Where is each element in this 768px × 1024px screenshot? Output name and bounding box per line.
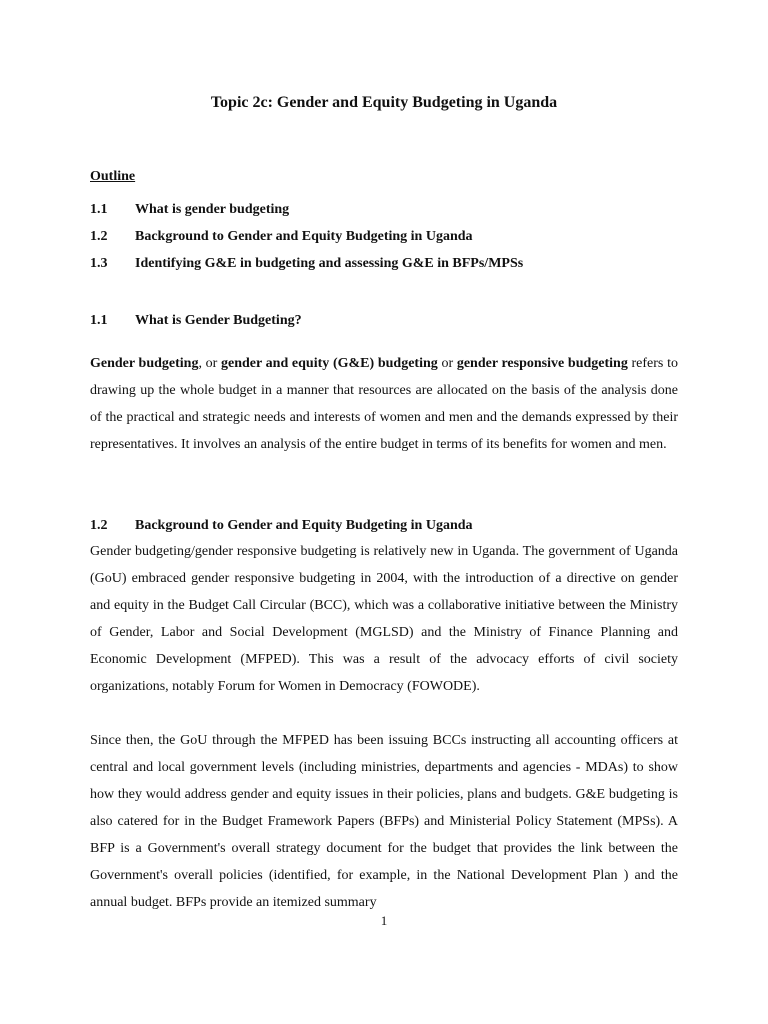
outline-item-text: Background to Gender and Equity Budgeting in Uganda <box>135 229 473 244</box>
document-title: Topic 2c: Gender and Equity Budgeting in Uganda <box>210 94 558 111</box>
outline-item <box>90 200 523 227</box>
section-number: 1.1 <box>90 313 108 328</box>
outline-item <box>90 254 523 281</box>
background-paragraph-2: Since then, the GoU through the MFPED has been issuing BCCs instructing all accounting officers at central and local government levels (including ministries, departments and agencies - MDAs) to show how they would address gender and equity issues in their policies, plans and budgets. G&E budgeting is also catered for in the Budget Framework Papers (BFPs) and Ministerial Policy Statement (MPSs). A BFP is a Government's overall strategy document for the budget that provides the link between the Government's overall policies (identified, for example, in the National Development Plan ) and the annual budget. BFPs provide an itemized summary <box>90 733 678 910</box>
section-heading-1-1 <box>90 311 302 331</box>
section-title: What is Gender Budgeting? <box>135 313 302 328</box>
term-gender-equity-budgeting: gender and equity (G&E) budgeting <box>221 356 438 371</box>
outline-item-text: Identifying G&E in budgeting and assessing G&E in BFPs/MPSs <box>135 256 524 271</box>
separator-text: or <box>437 356 457 371</box>
outline-item-number: 1.3 <box>90 256 108 271</box>
outline-item-text: What is gender budgeting <box>135 202 290 217</box>
outline-list <box>90 200 523 281</box>
background-paragraph-1: Gender budgeting/gender responsive budgeting is relatively new in Uganda. The government of Uganda (GoU) embraced gender responsive budgeting in 2004, with the introduction of a directive on gender and equity in the Budget Call Circular (BCC), which was a collaborative initiative between the Ministry of Gender, Labor and Social Development (MGLSD) and the Ministry of Finance Planning and Economic Development (MFPED). This was a result of the advocacy efforts of civil society organizations, notably Forum for Women in Democracy (FOWODE). <box>90 544 678 694</box>
gender-budgeting-definition-paragraph <box>90 350 678 458</box>
section-number: 1.2 <box>90 518 108 533</box>
outline-item-number: 1.2 <box>90 229 108 244</box>
definition-text: refers to drawing up the whole budget in a manner that resources are allocated on the basis of the analysis done of the practical and strategic needs and interests of women and men and the demands expressed by their representatives. It involves an analysis of the entire budget in terms of its benefits for women and men. <box>90 356 678 452</box>
page-number: 1 <box>380 913 388 928</box>
separator-text: , or <box>198 356 221 371</box>
section-title: Background to Gender and Equity Budgeting in Uganda <box>135 518 473 533</box>
term-gender-budgeting: Gender budgeting <box>90 356 199 371</box>
outline-heading: Outline <box>90 169 136 184</box>
outline-item <box>90 227 523 254</box>
section-heading-1-2 <box>90 516 473 536</box>
outline-item-number: 1.1 <box>90 202 108 217</box>
term-gender-responsive-budgeting: gender responsive budgeting <box>456 356 628 371</box>
